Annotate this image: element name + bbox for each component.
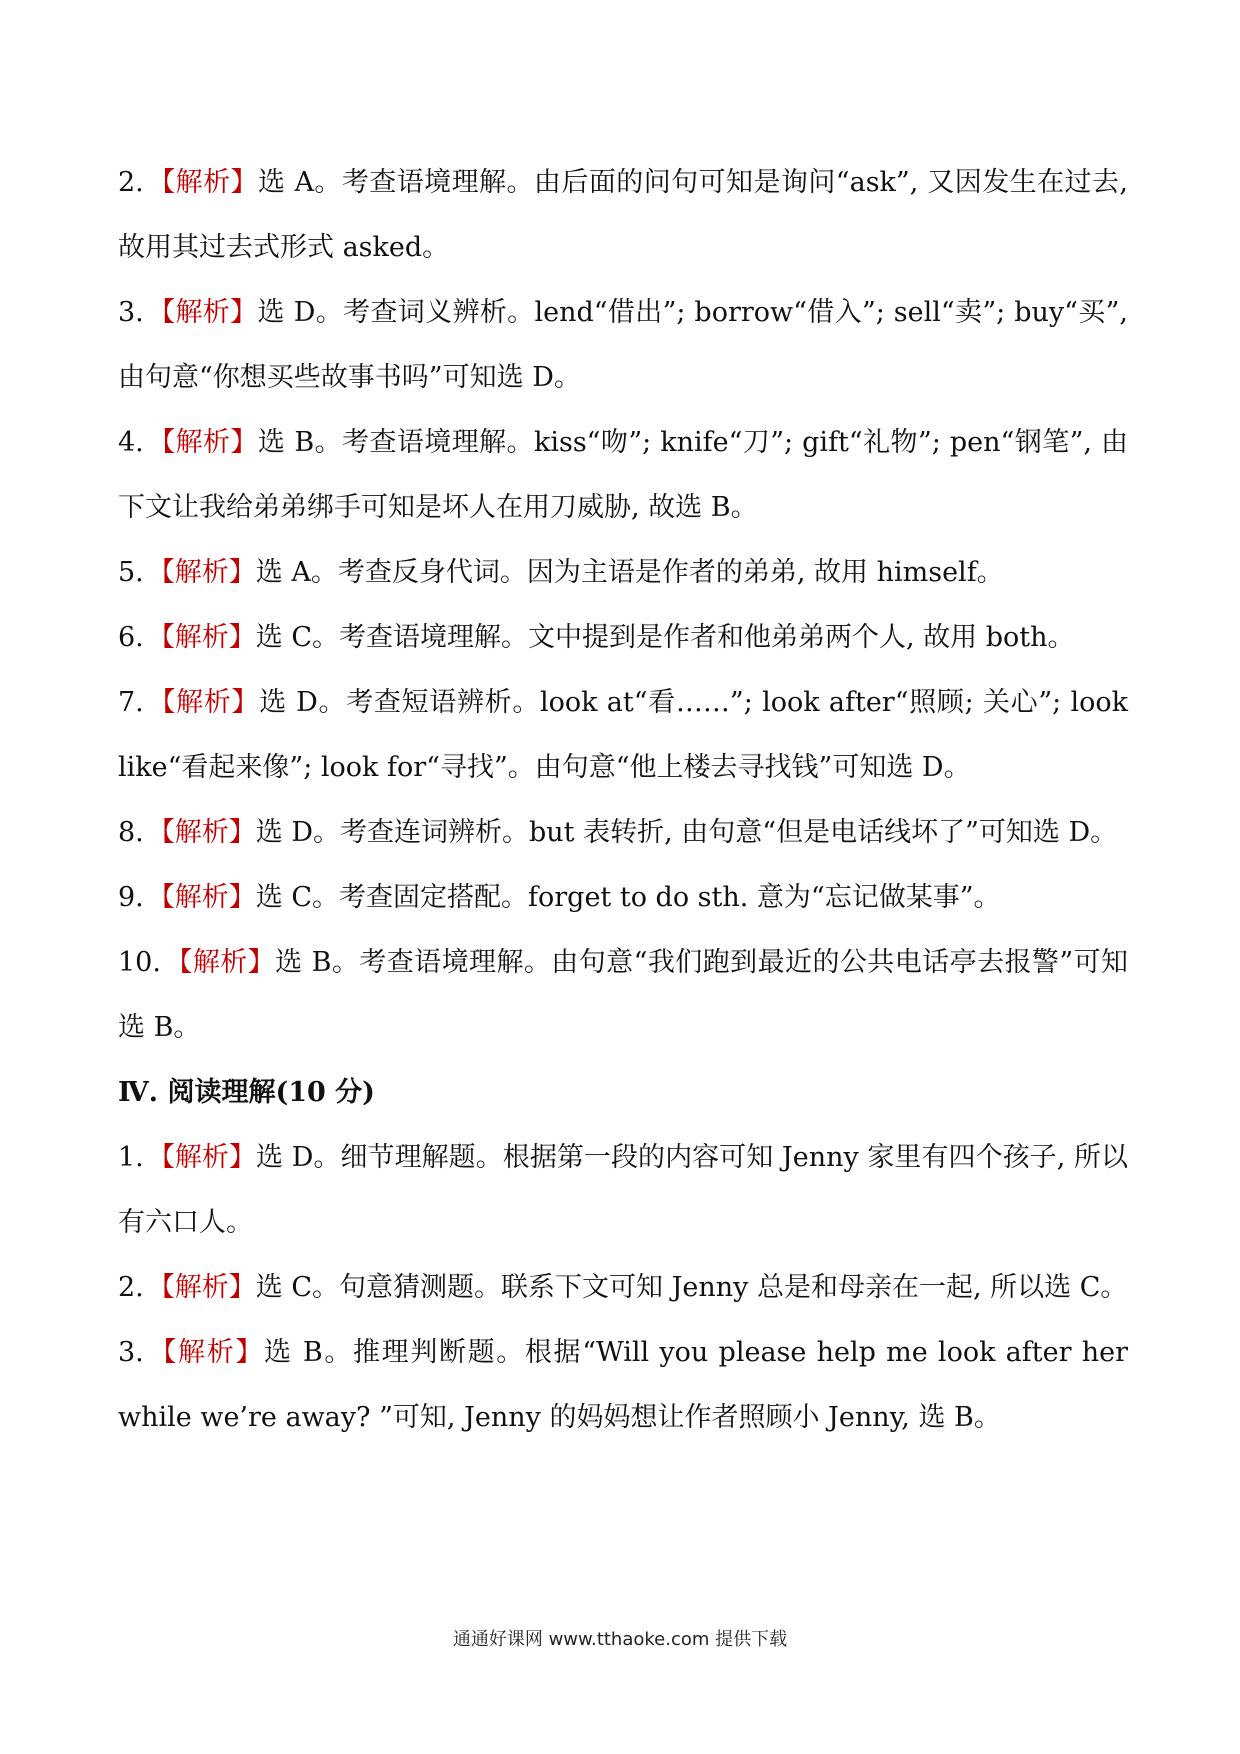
entry-number: 7.: [118, 687, 144, 718]
entry-number: 1.: [118, 1142, 144, 1173]
entry-number: 8.: [118, 817, 144, 848]
document-body: [118, 150, 1128, 1450]
entry-text: 选 B。考查语境理解。kiss“吻”; knife“刀”; gift“礼物”; pen“钢笔”, 由下文让我给弟弟绑手可知是坏人在用刀威胁, 故选 B。: [118, 427, 1129, 523]
analysis-tag: 【解析】: [147, 297, 258, 328]
entry-number: 2.: [118, 1272, 144, 1303]
analysis-tag: 【解析】: [147, 687, 260, 718]
entry-number: 3.: [118, 297, 144, 328]
entry-number: 4.: [118, 427, 144, 458]
analysis-tag: 【解析】: [147, 167, 258, 198]
entry-number: 2.: [118, 167, 144, 198]
answer-entry: [118, 1125, 1128, 1255]
page-footer: 通通好课网 www.tthaoke.com 提供下载: [452, 1629, 788, 1650]
entry-text: 选 D。考查词义辨析。lend“借出”; borrow“借入”; sell“卖”; buy“买”, 由句意“你想买些故事书吗”可知选 D。: [118, 297, 1129, 393]
analysis-tag: 【解析】: [147, 427, 258, 458]
answer-entry: [118, 670, 1128, 800]
analysis-tag: 【解析】: [147, 817, 256, 848]
answer-entry: [118, 410, 1128, 540]
analysis-tag: 【解析】: [147, 1142, 257, 1173]
entry-text: 选 B。推理判断题。根据“Will you please help me look after her while we’re away? ”可知, Jenny 的妈妈想让作者照顾小 Jenny, 选 B。: [118, 1337, 1128, 1433]
entry-text: 选 D。考查连词辨析。but 表转折, 由句意“但是电话线坏了”可知选 D。: [255, 817, 1118, 848]
entry-text: 选 A。考查反身代词。因为主语是作者的弟弟, 故用 himself。: [255, 557, 1004, 588]
analysis-tag: 【解析】: [147, 557, 256, 588]
analysis-tag: 【解析】: [164, 947, 276, 978]
entry-text: 选 D。细节理解题。根据第一段的内容可知 Jenny 家里有四个孩子, 所以有六口人。: [118, 1142, 1128, 1238]
entry-text: 选 C。考查语境理解。文中提到是作者和他弟弟两个人, 故用 both。: [255, 622, 1075, 653]
entry-text: 选 A。考查语境理解。由后面的问句可知是询问“ask”, 又因发生在过去, 故用其过去式形式 asked。: [118, 167, 1129, 263]
answer-entry: [118, 540, 1128, 605]
analysis-tag: 【解析】: [147, 622, 256, 653]
answer-entry: [118, 150, 1128, 280]
answer-entry: [118, 800, 1128, 865]
entry-number: 10.: [118, 947, 161, 978]
answer-entry: [118, 1320, 1128, 1450]
entry-number: 5.: [118, 557, 144, 588]
answer-entry: [118, 1255, 1128, 1320]
answer-entry: [118, 930, 1128, 1060]
answer-entry: [118, 865, 1128, 930]
entry-text: 选 C。考查固定搭配。forget to do sth. 意为“忘记做某事”。: [255, 882, 1001, 913]
section-heading: Ⅳ. 阅读理解(10 分): [118, 1077, 375, 1108]
entry-text: 选 B。考查语境理解。由句意“我们跑到最近的公共电话亭去报警”可知选 B。: [118, 947, 1129, 1043]
analysis-tag: 【解析】: [147, 1337, 265, 1368]
analysis-tag: 【解析】: [147, 1272, 256, 1303]
entry-number: 3.: [118, 1337, 144, 1368]
answer-entry: [118, 280, 1128, 410]
entry-number: 6.: [118, 622, 144, 653]
entry-text: 选 D。考查短语辨析。look at“看……”; look after“照顾; 关心”; look like“看起来像”; look for“寻找”。由句意“他上楼去寻找钱”可知选 D。: [118, 687, 1128, 783]
answer-entry: [118, 605, 1128, 670]
entry-number: 9.: [118, 882, 144, 913]
entry-text: 选 C。句意猜测题。联系下文可知 Jenny 总是和母亲在一起, 所以选 C。: [255, 1272, 1128, 1303]
analysis-tag: 【解析】: [147, 882, 256, 913]
